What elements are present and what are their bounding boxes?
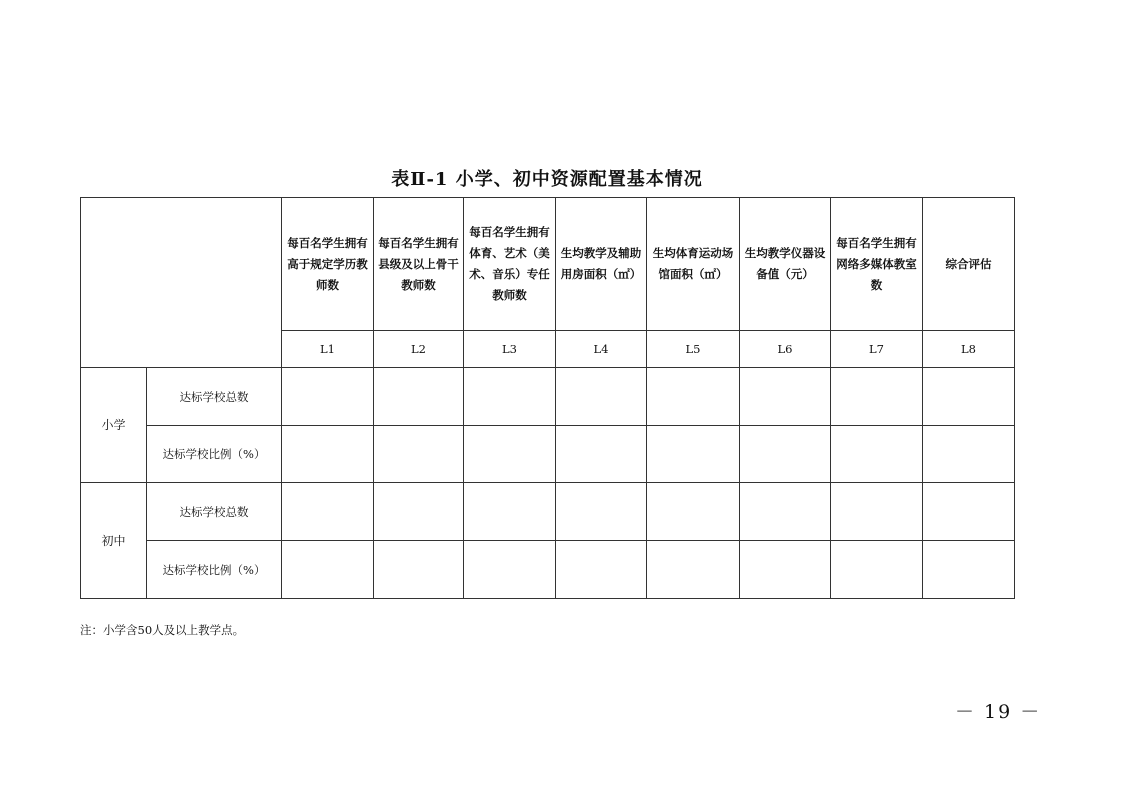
table-title: 表Ⅱ-1 小学、初中资源配置基本情况 [391, 169, 703, 190]
data-cell [923, 426, 1015, 483]
data-cell [831, 426, 923, 483]
data-cell [647, 483, 740, 541]
header-indicator: 生均教学及辅助用房面积（㎡） [556, 198, 647, 331]
data-cell [647, 368, 740, 426]
data-cell [282, 483, 374, 541]
indicator-code: L5 [647, 331, 740, 368]
row-label: 达标学校比例（%） [147, 541, 282, 599]
indicator-code: L2 [374, 331, 464, 368]
data-cell [282, 368, 374, 426]
data-cell [740, 483, 831, 541]
group-label-junior: 初中 [81, 483, 147, 599]
row-label: 达标学校比例（%） [147, 426, 282, 483]
data-cell [464, 426, 556, 483]
data-cell [374, 483, 464, 541]
header-indicator: 每百名学生拥有体育、艺术（美术、音乐）专任教师数 [464, 198, 556, 331]
data-cell [556, 426, 647, 483]
header-indicator: 生均体育运动场馆面积（㎡） [647, 198, 740, 331]
header-indicator: 每百名学生拥有高于规定学历教师数 [282, 198, 374, 331]
data-cell [923, 541, 1015, 599]
data-cell [556, 541, 647, 599]
page-number: － 19 － [955, 701, 1042, 723]
data-cell [556, 483, 647, 541]
data-cell [831, 483, 923, 541]
indicator-code: L4 [556, 331, 647, 368]
data-cell [740, 368, 831, 426]
data-cell [740, 541, 831, 599]
resource-allocation-table [80, 197, 1015, 599]
data-cell [282, 541, 374, 599]
header-indicator: 每百名学生拥有县级及以上骨干教师数 [374, 198, 464, 331]
data-cell [740, 426, 831, 483]
data-cell [464, 541, 556, 599]
group-label-primary: 小学 [81, 368, 147, 483]
indicator-code: L8 [923, 331, 1015, 368]
indicator-code: L3 [464, 331, 556, 368]
header-indicator: 每百名学生拥有网络多媒体教室数 [831, 198, 923, 331]
row-label: 达标学校总数 [147, 483, 282, 541]
data-cell [374, 541, 464, 599]
row-label: 达标学校总数 [147, 368, 282, 426]
indicator-code: L6 [740, 331, 831, 368]
data-cell [374, 426, 464, 483]
data-cell [647, 426, 740, 483]
header-indicator: 生均教学仪器设备值（元） [740, 198, 831, 331]
data-cell [831, 541, 923, 599]
header-indicator: 综合评估 [923, 198, 1015, 331]
indicator-code: L1 [282, 331, 374, 368]
data-cell [556, 368, 647, 426]
data-cell [282, 426, 374, 483]
indicator-code: L7 [831, 331, 923, 368]
data-cell [374, 368, 464, 426]
data-cell [923, 368, 1015, 426]
data-cell [464, 483, 556, 541]
data-cell [647, 541, 740, 599]
corner-cell [81, 198, 282, 368]
data-cell [923, 483, 1015, 541]
data-cell [831, 368, 923, 426]
footnote: 注：小学含50人及以上教学点。 [80, 623, 245, 637]
data-cell [464, 368, 556, 426]
